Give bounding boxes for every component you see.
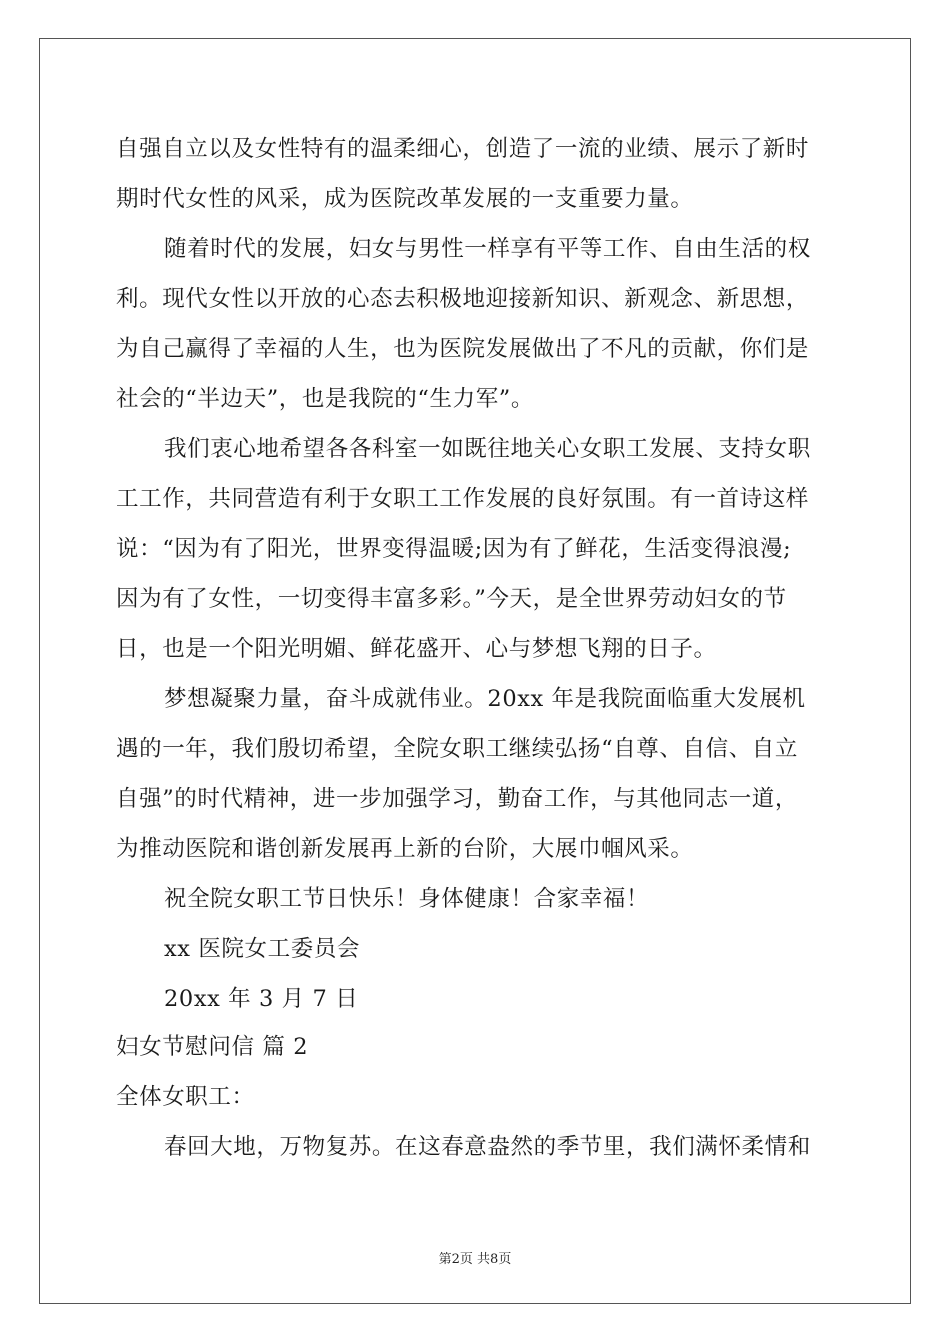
salutation: 全体女职工：: [116, 1084, 255, 1110]
body-line: 遇的一年，我们殷切希望，全院女职工继续弘扬“自尊、自信、自立: [116, 736, 799, 762]
paragraph-start: 我们衷心地希望各各科室一如既往地关心女职工发展、支持女职: [164, 436, 811, 462]
paragraph-start: 春回大地，万物复苏。在这春意盎然的季节里，我们满怀柔情和: [164, 1134, 811, 1160]
section-heading: 妇女节慰问信 篇 2: [116, 1034, 309, 1060]
body-line: 利。现代女性以开放的心态去积极地迎接新知识、新观念、新思想，: [116, 286, 810, 312]
signature-org: xx 医院女工委员会: [164, 936, 361, 962]
body-line: 为自己赢得了幸福的人生，也为医院发展做出了不凡的贡献，你们是: [116, 336, 810, 362]
body-line: 社会的“半边天”，也是我院的“生力军”。: [116, 386, 535, 412]
signature-date: 20xx 年 3 月 7 日: [164, 986, 359, 1012]
page-border: [39, 38, 911, 1304]
body-line: 日，也是一个阳光明媚、鲜花盛开、心与梦想飞翔的日子。: [116, 636, 717, 662]
body-line: 自强自立以及女性特有的温柔细心，创造了一流的业绩、展示了新时: [116, 136, 810, 162]
paragraph-start: 随着时代的发展，妇女与男性一样享有平等工作、自由生活的权: [164, 236, 811, 262]
body-line: 工工作，共同营造有利于女职工工作发展的良好氛围。有一首诗这样: [116, 486, 810, 512]
body-line: 说：“因为有了阳光，世界变得温暖;因为有了鲜花，生活变得浪漫;: [116, 536, 792, 562]
body-line: 因为有了女性，一切变得丰富多彩。”今天，是全世界劳动妇女的节: [116, 586, 787, 612]
greeting-line: 祝全院女职工节日快乐！身体健康！合家幸福！: [164, 886, 650, 912]
body-line: 自强”的时代精神，进一步加强学习，勤奋工作，与其他同志一道，: [116, 786, 799, 812]
page-number-footer: 第2页 共8页: [438, 1252, 512, 1267]
paragraph-start: 梦想凝聚力量，奋斗成就伟业。20xx 年是我院面临重大发展机: [164, 686, 806, 712]
body-line: 为推动医院和谐创新发展再上新的台阶，大展巾帼风采。: [116, 836, 694, 862]
body-line: 期时代女性的风采，成为医院改革发展的一支重要力量。: [116, 186, 694, 212]
